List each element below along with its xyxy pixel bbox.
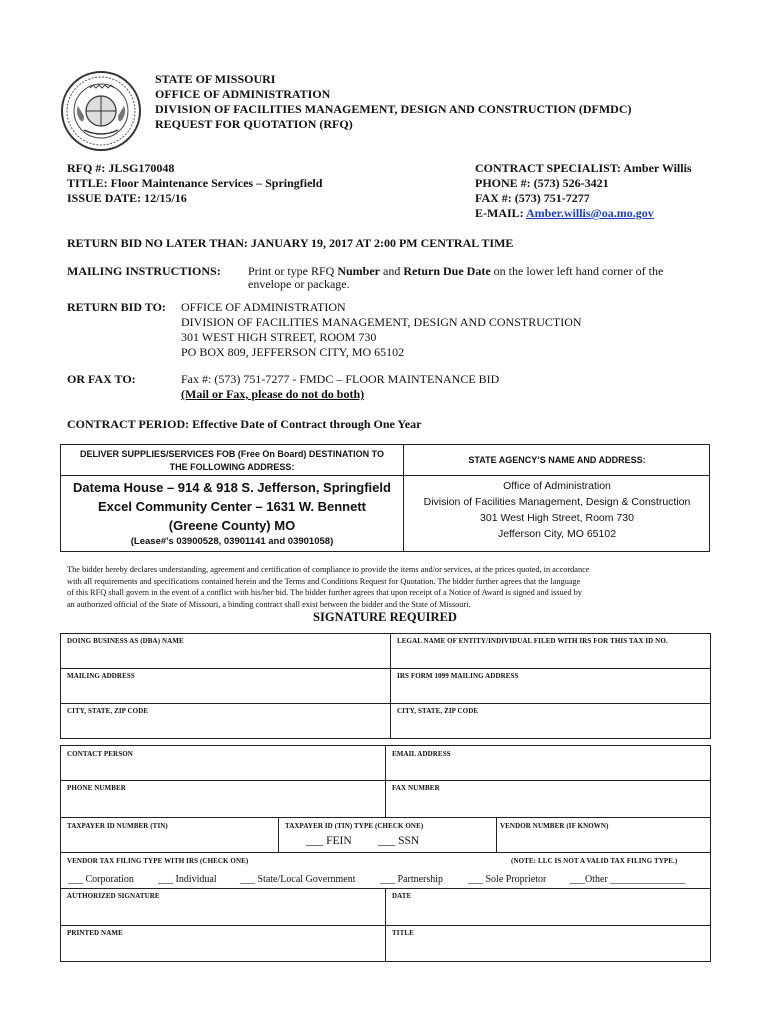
contact-email-row: [475, 206, 692, 221]
authorized-signature-field[interactable]: [62, 901, 383, 923]
mailing-address-field[interactable]: [62, 681, 388, 701]
rfq-title: TITLE: Floor Maintenance Services – Springfield: [67, 176, 323, 190]
option-partnership[interactable]: ___ Partnership: [380, 874, 444, 885]
declaration-line-3: of this RFQ shall govern in the event of a conflict with his/her bid. The bidder further agrees that upon receipt of a Notice of Award is signed and issued by: [67, 588, 582, 597]
email-label: E-MAIL:: [475, 206, 526, 220]
agency-header: STATE AGENCY’S NAME AND ADDRESS:: [468, 455, 646, 465]
vendor-number-field[interactable]: [498, 831, 709, 850]
tin-type-label: TAXPAYER ID (TIN) TYPE (CHECK ONE): [285, 822, 424, 830]
option-sole-proprietor[interactable]: ___ Sole Proprietor: [468, 874, 547, 885]
delivery-header-2: THE FOLLOWING ADDRESS:: [169, 462, 295, 472]
tin-label: TAXPAYER ID NUMBER (TIN): [67, 822, 168, 830]
tin-field[interactable]: [62, 831, 276, 850]
mailing-bold-number: Number: [337, 264, 381, 278]
fax-number-label: FAX NUMBER: [392, 784, 440, 792]
return-to-line-4: PO BOX 809, JEFFERSON CITY, MO 65102: [181, 345, 405, 359]
contact-fax: FAX #: (573) 751-7277: [475, 191, 590, 205]
delivery-line-2: Excel Community Center – 1631 W. Bennett: [97, 499, 367, 514]
header-office: OFFICE OF ADMINISTRATION: [155, 87, 331, 101]
agency-line-4: Jefferson City, MO 65102: [497, 528, 617, 540]
mailing-text-4: envelope or package.: [248, 277, 350, 291]
mailing-text-1: Print or type RFQ: [248, 264, 338, 278]
state-seal: [60, 70, 142, 152]
legal-name-label: LEGAL NAME OF ENTITY/INDIVIDUAL FILED WITH IRS FOR THIS TAX ID NO.: [397, 637, 668, 645]
dba-label: DOING BUSINESS AS (DBA) NAME: [67, 637, 184, 645]
email-address-label: EMAIL ADDRESS: [392, 750, 451, 758]
delivery-line-3: (Greene County) MO: [168, 518, 296, 533]
agency-line-2: Division of Facilities Management, Design & Construction: [423, 496, 691, 508]
return-to-line-1: OFFICE OF ADMINISTRATION: [181, 300, 346, 314]
contact-person-field[interactable]: [62, 759, 383, 778]
declaration-line-2: with all requirements and specifications contained herein and the Terms and Conditions Request for Quotation. The bidder further agrees that the language: [67, 576, 581, 586]
mailing-text-2: and: [380, 264, 404, 278]
email-link[interactable]: Amber.willis@oa.mo.gov: [526, 206, 654, 220]
declaration-line-4: an authorized official of the State of Missouri, a binding contract shall exist between the bidder and the State of Missouri.: [67, 599, 471, 609]
option-individual[interactable]: ___ Individual: [158, 874, 217, 885]
fax-number-field[interactable]: [387, 793, 709, 815]
option-corporation[interactable]: ___ Corporation: [68, 874, 134, 885]
title-field[interactable]: [387, 938, 709, 960]
fax-to-label: OR FAX TO:: [67, 372, 136, 386]
printed-name-field[interactable]: [62, 938, 383, 960]
declaration-line-1: The bidder hereby declares understanding, agreement and certification of compliance to provide the items and/or services, at the prices quoted, in accordance: [67, 565, 590, 574]
dba-field[interactable]: [62, 646, 388, 666]
vendor-number-label: VENDOR NUMBER (IF KNOWN): [500, 822, 609, 830]
date-label: DATE: [392, 892, 412, 900]
contract-period: CONTRACT PERIOD: Effective Date of Contract through One Year: [67, 417, 422, 431]
mailing-address-label: MAILING ADDRESS: [67, 672, 135, 680]
fax-to-line-2: (Mail or Fax, please do not do both): [181, 387, 365, 401]
contract-specialist: CONTRACT SPECIALIST: Amber Willis: [475, 161, 692, 175]
fein-checkbox[interactable]: ___ FEIN: [306, 835, 352, 847]
city-state-zip-label-1: CITY, STATE, ZIP CODE: [67, 707, 149, 715]
title-label: TITLE: [392, 929, 414, 937]
irs-1099-label: IRS FORM 1099 MAILING ADDRESS: [397, 672, 519, 680]
llc-note: (NOTE: LLC IS NOT A VALID TAX FILING TYPE.): [511, 857, 678, 865]
city-state-zip-label-2: CITY, STATE, ZIP CODE: [397, 707, 479, 715]
agency-line-3: 301 West High Street, Room 730: [480, 512, 634, 524]
rfq-issue-date: ISSUE DATE: 12/15/16: [67, 191, 187, 205]
return-to-label: RETURN BID TO:: [67, 300, 166, 314]
option-state-local-government[interactable]: ___ State/Local Government: [240, 874, 356, 885]
filing-type-label: VENDOR TAX FILING TYPE WITH IRS (CHECK ONE): [67, 857, 249, 865]
delivery-lease: (Lease#’s 03900528, 03901141 and 03901058): [130, 536, 334, 547]
mailing-bold-due-date: Return Due Date: [403, 264, 491, 278]
fax-to-line-1: Fax #: (573) 751-7277 - FMDC – FLOOR MAINTENANCE BID: [181, 372, 500, 386]
rfq-number: RFQ #: JLSG170048: [67, 161, 175, 175]
legal-name-field[interactable]: [392, 646, 709, 666]
return-deadline: RETURN BID NO LATER THAN: JANUARY 19, 2017 AT 2:00 PM CENTRAL TIME: [67, 236, 514, 250]
header-division: DIVISION OF FACILITIES MANAGEMENT, DESIGN AND CONSTRUCTION (DFMDC): [155, 102, 632, 116]
return-to-line-2: DIVISION OF FACILITIES MANAGEMENT, DESIGN AND CONSTRUCTION: [181, 315, 582, 329]
ssn-checkbox[interactable]: ___ SSN: [378, 835, 420, 847]
phone-number-field[interactable]: [62, 793, 383, 815]
agency-line-1: Office of Administration: [503, 480, 611, 492]
signature-required-title: SIGNATURE REQUIRED: [313, 610, 457, 624]
city-state-zip-field-1[interactable]: [62, 716, 388, 736]
printed-name-label: PRINTED NAME: [67, 929, 123, 937]
option-other[interactable]: ___Other _______________: [570, 874, 686, 885]
contact-person-label: CONTACT PERSON: [67, 750, 133, 758]
authorized-signature-label: AUTHORIZED SIGNATURE: [67, 892, 160, 900]
header-state: STATE OF MISSOURI: [155, 72, 276, 86]
return-to-line-3: 301 WEST HIGH STREET, ROOM 730: [181, 330, 377, 344]
date-field[interactable]: [387, 901, 709, 923]
email-address-field[interactable]: [387, 759, 709, 778]
mailing-label: MAILING INSTRUCTIONS:: [67, 264, 221, 278]
header-rfq: REQUEST FOR QUOTATION (RFQ): [155, 117, 353, 131]
city-state-zip-field-2[interactable]: [392, 716, 709, 736]
delivery-header-1: DELIVER SUPPLIES/SERVICES FOB (Free On Board) DESTINATION TO: [79, 449, 385, 459]
irs-1099-field[interactable]: [392, 681, 709, 701]
mailing-text-3: on the lower left hand corner of the: [490, 264, 664, 278]
phone-number-label: PHONE NUMBER: [67, 784, 126, 792]
delivery-line-1: Datema House – 914 & 918 S. Jefferson, Springfield: [73, 480, 391, 495]
contact-phone: PHONE #: (573) 526-3421: [475, 176, 609, 190]
